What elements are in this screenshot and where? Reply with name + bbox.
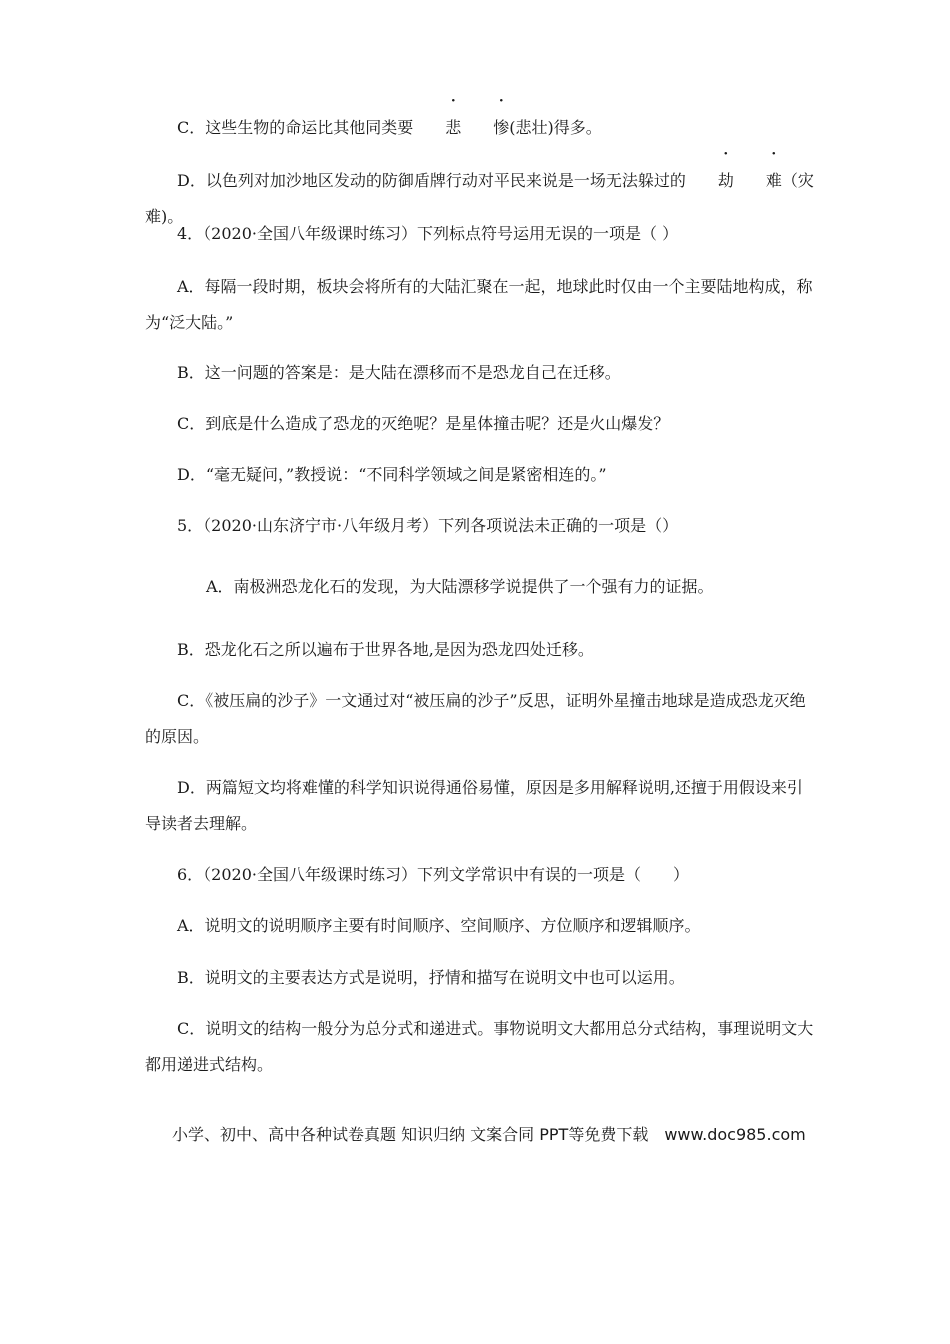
- q6-option-c: C．说明文的结构一般分为总分式和递进式。事物说明文大都用总分式结构，事理说明文大都用递进式结构。: [145, 1019, 814, 1074]
- emphasis-char: 难: [765, 171, 782, 190]
- emphasis-char: 惨: [493, 118, 510, 137]
- q5-option-a: A．南极洲恐龙化石的发现，为大陆漂移学说提供了一个强有力的证据。: [206, 577, 714, 596]
- q5-option-d: D．两篇短文均将难懂的科学知识说得通俗易懂，原因是多用解释说明,还擅于用假设来引导读者去理解。: [145, 778, 803, 833]
- q3-option-c: C．这些生物的命运比其他同类要 悲 惨(悲壮)得多。: [145, 110, 815, 146]
- q4-option-a: A．每隔一段时期，板块会将所有的大陆汇聚在一起，地球此时仅由一个主要陆地构成，称为“泛大陆。”: [145, 277, 813, 332]
- q4-option-c: C．到底是什么造成了恐龙的灭绝呢？是星体撞击呢？还是火山爆发？: [177, 414, 670, 433]
- q3-option-d: D．以色列对加沙地区发动的防御盾牌行动对平民来说是一场无法躲过的 劫 难（灾难)。: [145, 163, 815, 235]
- q6-option-a: A．说明文的说明顺序主要有时间顺序、空间顺序、方位顺序和逻辑顺序。: [177, 916, 701, 935]
- q4-option-d: D．“毫无疑问，”教授说：“不同科学领域之间是紧密相连的。”: [177, 465, 607, 484]
- question-4: 4．（2020·全国八年级课时练习）下列标点符号运用无误的一项是（ ）: [177, 224, 679, 243]
- q5-option-c: C．《被压扁的沙子》一文通过对“被压扁的沙子”反思，证明外星撞击地球是造成恐龙灭绝的原因。: [145, 691, 806, 746]
- emphasis-char: 劫: [717, 171, 734, 190]
- emphasis-char: 悲: [445, 118, 462, 137]
- question-6: 6．（2020·全国八年级课时练习）下列文学常识中有误的一项是（ ）: [177, 865, 689, 884]
- question-5: 5．（2020·山东济宁市·八年级月考）下列各项说法未正确的一项是（）: [177, 516, 679, 535]
- q6-option-b: B．说明文的主要表达方式是说明，抒情和描写在说明文中也可以运用。: [177, 968, 685, 987]
- q4-option-b: B．这一问题的答案是：是大陆在漂移而不是恐龙自己在迁移。: [177, 363, 621, 382]
- footer-banner: 小学、初中、高中各种试卷真题 知识归纳 文案合同 PPT等免费下载 www.doc985.com: [172, 1125, 806, 1144]
- q5-option-b: B．恐龙化石之所以遍布于世界各地,是因为恐龙四处迁移。: [177, 640, 594, 659]
